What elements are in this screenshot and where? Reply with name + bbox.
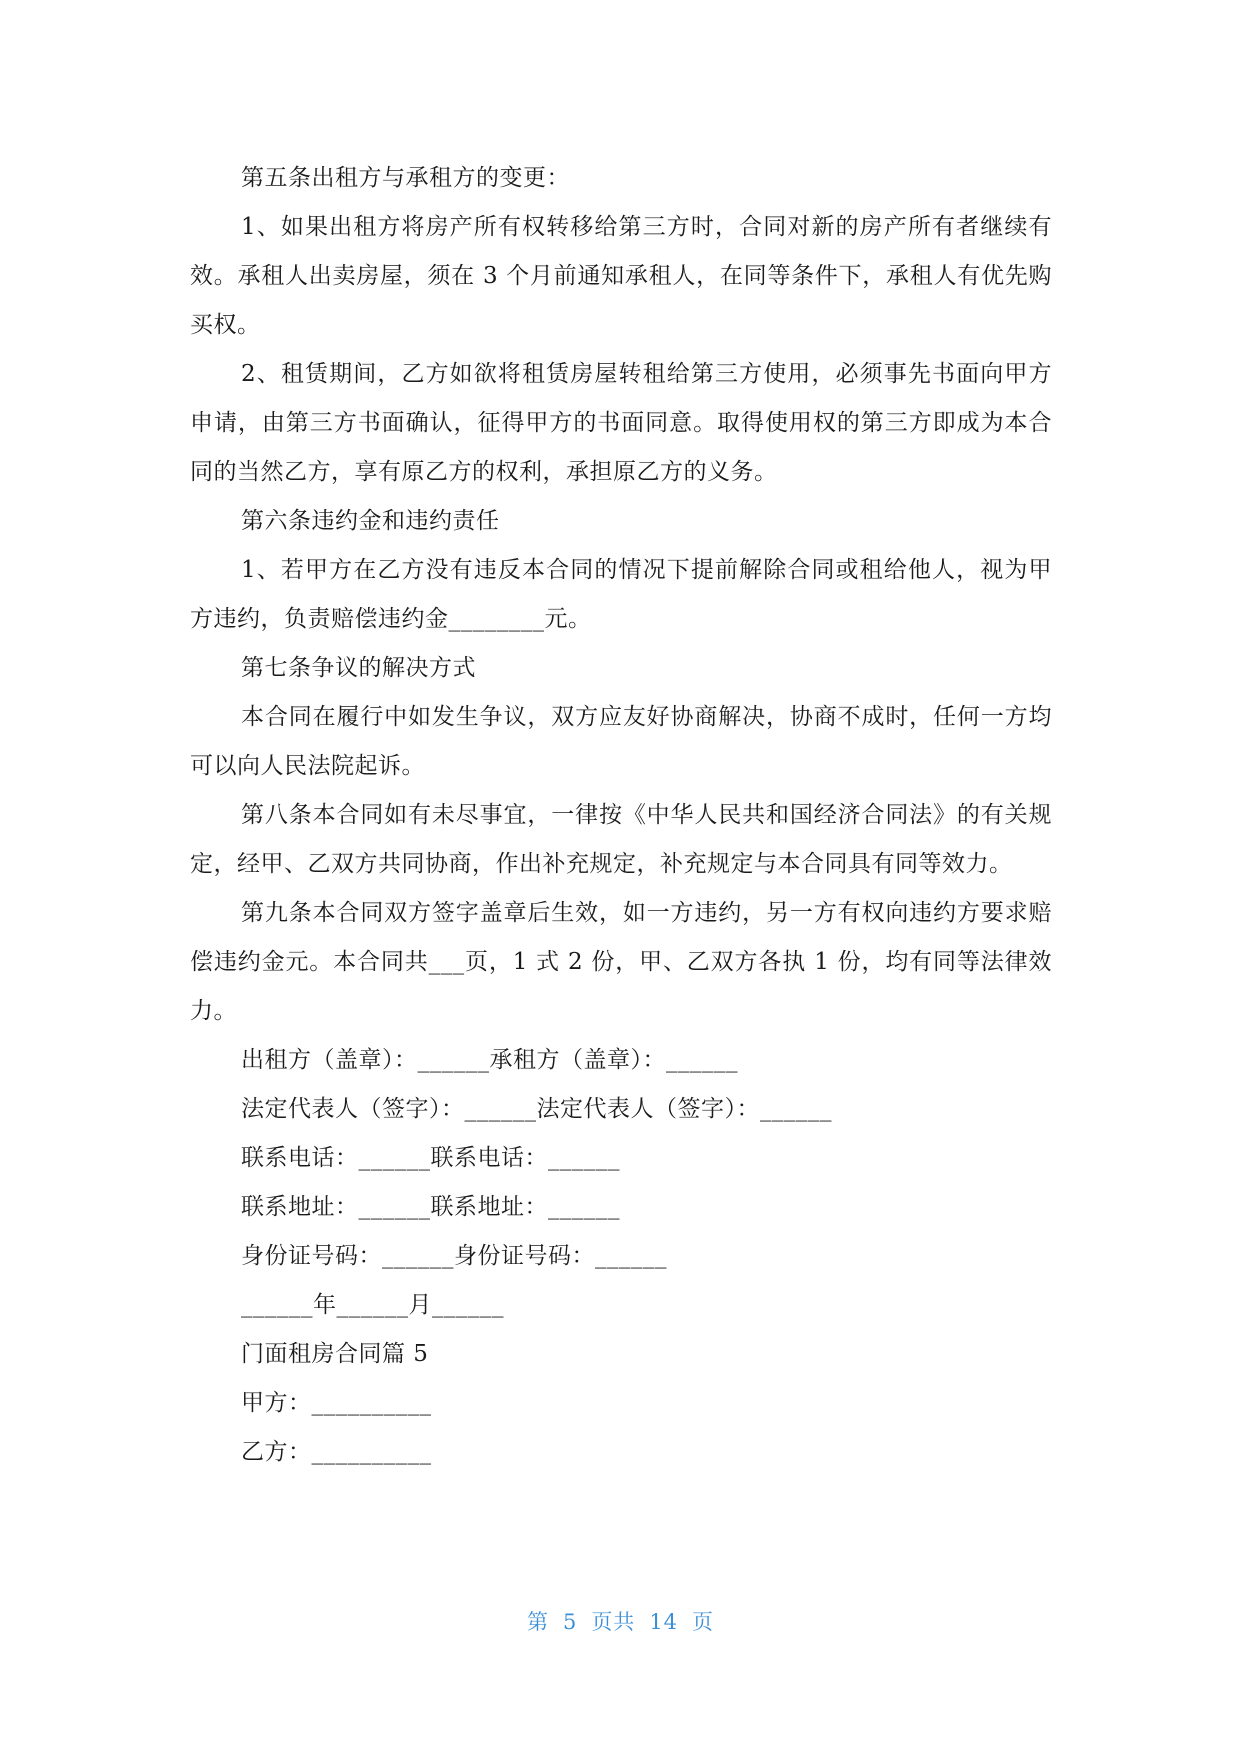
footer-ye-gong: 页共 (591, 1610, 636, 1634)
clause-7-text: 本合同在履行中如发生争议，双方应友好协商解决，协商不成时，任何一方均可以向人民法院起诉。 (190, 704, 1052, 779)
clause-8-text: 第八条本合同如有未尽事宜，一律按《中华人民共和国经济合同法》的有关规定，经甲、乙双方共同协商，作出补充规定，补充规定与本合同具有同等效力。 (190, 802, 1052, 877)
signature-id-line: 身份证号码：______身份证号码：______ (241, 1243, 667, 1269)
page-footer (0, 1606, 1241, 1636)
signature-phone-line: 联系电话：______联系电话：______ (241, 1145, 620, 1171)
party-b-line: 乙方：__________ (241, 1439, 432, 1465)
footer-di: 第 (526, 1610, 549, 1634)
clause-5-item-2: 2、租赁期间，乙方如欲将租赁房屋转租给第三方使用，必须事先书面向甲方申请，由第三方书面确认，征得甲方的书面同意。取得使用权的第三方即成为本合同的当然乙方，享有原乙方的权利，承担原乙方的义务。 (190, 361, 1052, 485)
clause-9-text: 第九条本合同双方签字盖章后生效，如一方违约，另一方有权向违约方要求赔偿违约金元。本合同共___页，1 式 2 份，甲、乙双方各执 1 份，均有同等法律效力。 (190, 900, 1052, 1024)
contract-section-title: 门面租房合同篇 5 (241, 1341, 429, 1367)
signature-representative-line: 法定代表人（签字）：______法定代表人（签字）：______ (241, 1096, 832, 1122)
signature-seal-line: 出租方（盖章）：______承租方（盖章）：______ (241, 1047, 738, 1073)
footer-page-number: 5 (562, 1610, 578, 1634)
document-body (190, 154, 1052, 1477)
clause-5-item-1: 1、如果出租方将房产所有权转移给第三方时，合同对新的房产所有者继续有效。承租人出卖房屋，须在 3 个月前通知承租人，在同等条件下，承租人有优先购买权。 (190, 214, 1052, 338)
clause-6-heading: 第六条违约金和违约责任 (241, 508, 500, 534)
clause-7-heading: 第七条争议的解决方式 (241, 655, 476, 681)
footer-total-pages: 14 (649, 1610, 679, 1634)
clause-5-heading: 第五条出租方与承租方的变更： (241, 165, 570, 191)
party-a-line: 甲方：__________ (241, 1390, 432, 1416)
signature-date-line: ______年______月______ (241, 1292, 504, 1318)
footer-ye: 页 (692, 1610, 715, 1634)
clause-6-item-1: 1、若甲方在乙方没有违反本合同的情况下提前解除合同或租给他人，视为甲方违约，负责赔偿违约金________元。 (190, 557, 1052, 632)
signature-address-line: 联系地址：______联系地址：______ (241, 1194, 620, 1220)
